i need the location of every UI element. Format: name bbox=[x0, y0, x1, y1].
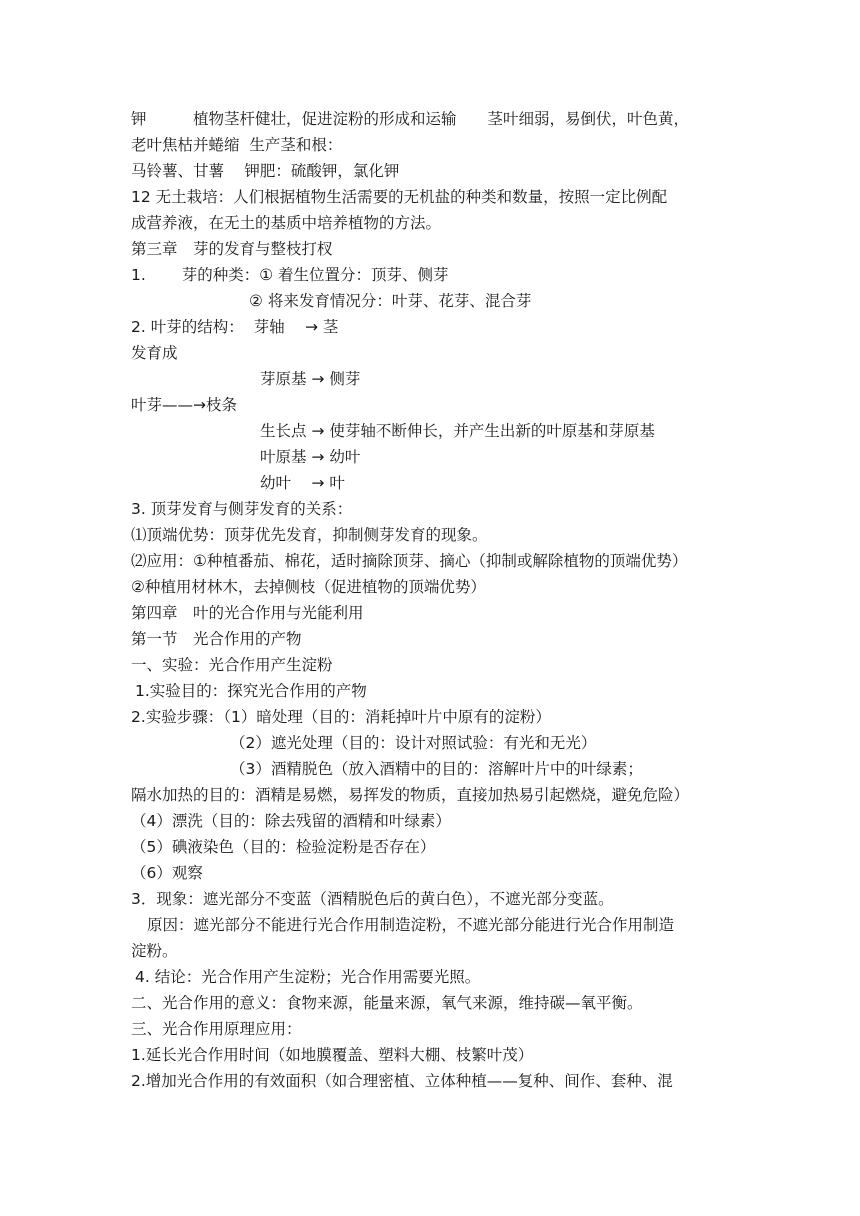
text: 第四章 叶的光合作用与光能利用 bbox=[131, 604, 364, 622]
text: （2）遮光处理（目的：设计对照试验：有光和无光） bbox=[230, 734, 597, 752]
text: 1.延长光合作用时间（如地膜覆盖、塑料大棚、枝繁叶茂） bbox=[131, 1046, 534, 1064]
text-line bbox=[260, 473, 345, 493]
text-line bbox=[131, 1019, 302, 1039]
chapter-heading bbox=[131, 239, 333, 259]
text: 隔水加热的目的：酒精是易燃，易挥发的物质，直接加热易引起燃烧，避免危险） bbox=[131, 786, 690, 804]
text-line bbox=[230, 733, 596, 753]
text: 2. 叶芽的结构： 芽轴 → 茎 bbox=[131, 318, 339, 336]
text-line bbox=[131, 135, 342, 155]
text: ⑵应用：①种植番茄、棉花，适时摘除顶芽、摘心（抑制或解除植物的顶端优势） bbox=[131, 552, 688, 570]
text: 二、光合作用的意义：食物来源，能量来源，氧气来源，维持碳—氧平衡。 bbox=[131, 994, 643, 1012]
text: ②种植用材林木，去掉侧枝（促进植物的顶端优势） bbox=[131, 578, 486, 596]
text-line bbox=[260, 369, 360, 389]
text: 1.实验目的：探究光合作用的产物 bbox=[135, 682, 367, 700]
text-line bbox=[131, 1045, 533, 1065]
text-line bbox=[131, 1071, 673, 1091]
text: 2.实验步骤：（1）暗处理（目的：消耗掉叶片中原有的淀粉） bbox=[131, 708, 551, 726]
text: （4）漂洗（目的：除去残留的酒精和叶绿素） bbox=[131, 812, 451, 830]
text-line bbox=[260, 421, 655, 441]
text: 三、光合作用原理应用： bbox=[131, 1020, 302, 1038]
section-heading bbox=[131, 629, 302, 649]
text-line bbox=[230, 759, 643, 779]
text: 生长点 → 使芽轴不断伸长，并产生出新的叶原基和芽原基 bbox=[260, 422, 655, 440]
text-line bbox=[131, 109, 731, 129]
text: 钾 植物茎杆健壮，促进淀粉的形成和运输 茎叶细弱，易倒伏，叶色黄， bbox=[131, 110, 690, 128]
text-line bbox=[131, 863, 203, 883]
text-line bbox=[131, 551, 687, 571]
text-line bbox=[131, 811, 451, 831]
text-line bbox=[131, 941, 178, 961]
text: 淀粉。 bbox=[131, 942, 178, 960]
text: ② 将来发育情况分：叶芽、花芽、混合芽 bbox=[249, 292, 532, 310]
text-line bbox=[131, 161, 399, 181]
text: 第三章 芽的发育与整枝打杈 bbox=[131, 240, 333, 258]
text: 12 无土栽培：人们根据植物生活需要的无机盐的种类和数量，按照一定比例配 bbox=[131, 188, 668, 206]
text-line bbox=[131, 889, 614, 909]
text-line bbox=[131, 395, 237, 415]
text-line bbox=[249, 291, 531, 311]
text-line bbox=[131, 187, 667, 207]
text: 1. 芽的种类：① 着生位置分：顶芽、侧芽 bbox=[131, 266, 449, 284]
text-line bbox=[135, 967, 480, 987]
text-line bbox=[131, 785, 689, 805]
text-line bbox=[131, 577, 486, 597]
text-line bbox=[131, 655, 333, 675]
text-line bbox=[131, 837, 435, 857]
text: 发育成 bbox=[131, 344, 178, 362]
text: 老叶焦枯并蜷缩 生产茎和根： bbox=[131, 136, 343, 154]
text: 4. 结论：光合作用产生淀粉；光合作用需要光照。 bbox=[135, 968, 481, 986]
text: 一、实验：光合作用产生淀粉 bbox=[131, 656, 333, 674]
text-line bbox=[131, 499, 352, 519]
text: 3．现象：遮光部分不变蓝（酒精脱色后的黄白色），不遮光部分变蓝。 bbox=[131, 890, 614, 908]
text: 第一节 光合作用的产物 bbox=[131, 630, 302, 648]
text: 2.增加光合作用的有效面积（如合理密植、立体种植——复种、间作、套种、混 bbox=[131, 1072, 673, 1090]
text: 芽原基 → 侧芽 bbox=[260, 370, 361, 388]
text-line bbox=[147, 915, 674, 935]
text-line bbox=[131, 265, 449, 285]
chapter-heading bbox=[131, 603, 364, 623]
text: 原因：遮光部分不能进行光合作用制造淀粉，不遮光部分能进行光合作用制造 bbox=[147, 916, 675, 934]
text-line bbox=[260, 447, 360, 467]
text: 幼叶 → 叶 bbox=[260, 474, 345, 492]
text: （3）酒精脱色（放入酒精中的目的：溶解叶片中的叶绿素； bbox=[230, 760, 643, 778]
text-line bbox=[131, 317, 338, 337]
text-line bbox=[131, 213, 441, 233]
text: 3. 顶芽发育与侧芽发育的关系： bbox=[131, 500, 353, 518]
text-line bbox=[131, 525, 488, 545]
text-line bbox=[131, 343, 178, 363]
text: 成营养液，在无土的基质中培养植物的方法。 bbox=[131, 214, 442, 232]
text: 叶原基 → 幼叶 bbox=[260, 448, 361, 466]
text: 叶芽——→枝条 bbox=[131, 396, 237, 414]
text-line bbox=[135, 681, 367, 701]
text-line bbox=[131, 707, 551, 727]
text: ⑴顶端优势：顶芽优先发育，抑制侧芽发育的现象。 bbox=[131, 526, 488, 544]
text: （6）观察 bbox=[131, 864, 203, 882]
text: 马铃薯、甘薯 钾肥：硫酸钾，氯化钾 bbox=[131, 162, 400, 180]
text-line bbox=[131, 993, 643, 1013]
text: （5）碘液染色（目的：检验淀粉是否存在） bbox=[131, 838, 436, 856]
